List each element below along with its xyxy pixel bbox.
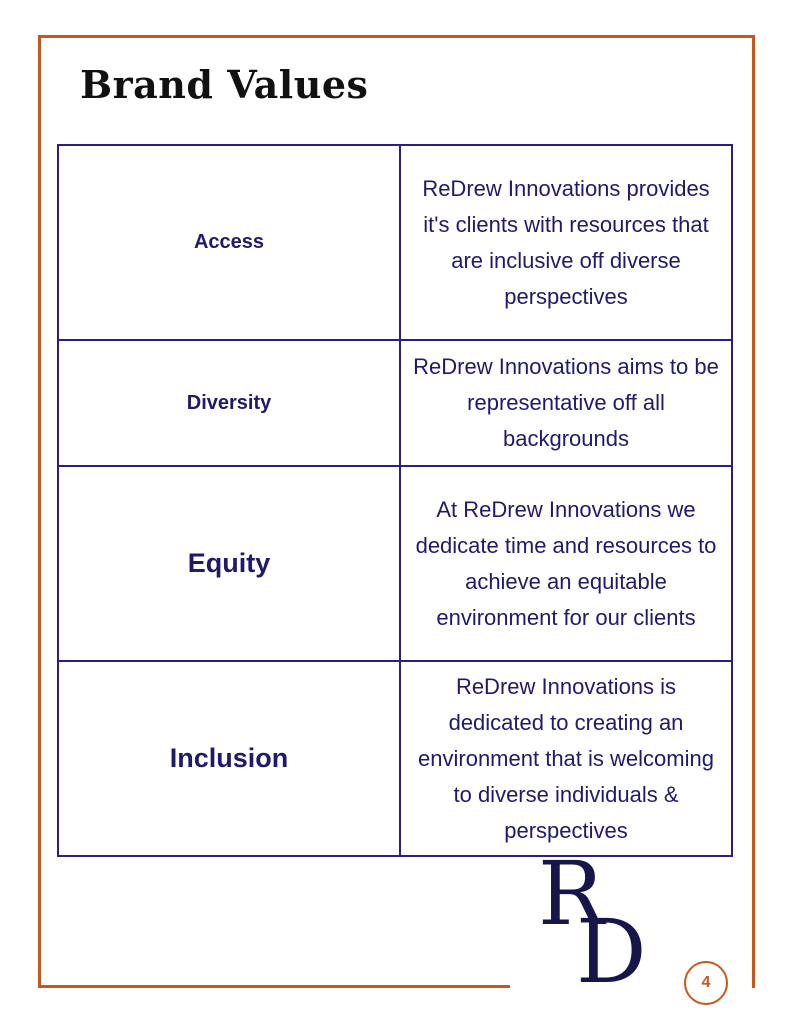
- value-term: Diversity: [58, 340, 400, 466]
- page-number: 4: [701, 974, 711, 991]
- brand-value-row-equity: [58, 466, 732, 661]
- brand-value-row-access: [58, 145, 732, 340]
- rd-monogram-logo: [538, 842, 663, 1003]
- page-frame-top-border: [38, 35, 755, 38]
- brand-value-row-diversity: [58, 340, 732, 466]
- page-number-badge: [684, 961, 728, 1005]
- value-term: Access: [58, 145, 400, 340]
- page-title: Brand Values: [80, 62, 369, 107]
- value-description: ReDrew Innovations is dedicated to creating an environment that is welcoming to diverse individuals & perspectives: [400, 661, 732, 856]
- value-term: Equity: [58, 466, 400, 661]
- value-description: At ReDrew Innovations we dedicate time and resources to achieve an equitable environment for our clients: [400, 466, 732, 661]
- value-description: ReDrew Innovations aims to be representative off all backgrounds: [400, 340, 732, 466]
- brand-values-table: [57, 144, 733, 857]
- page-frame-right-border: [752, 35, 755, 988]
- value-description: ReDrew Innovations provides it's clients with resources that are inclusive off diverse perspectives: [400, 145, 732, 340]
- brand-value-row-inclusion: [58, 661, 732, 856]
- page-frame-left-border: [38, 35, 41, 988]
- logo-letter-d: D: [576, 900, 647, 1003]
- logo-letter-r: R: [538, 842, 605, 945]
- value-term: Inclusion: [58, 661, 400, 856]
- page-frame-bottom-border: [38, 985, 510, 988]
